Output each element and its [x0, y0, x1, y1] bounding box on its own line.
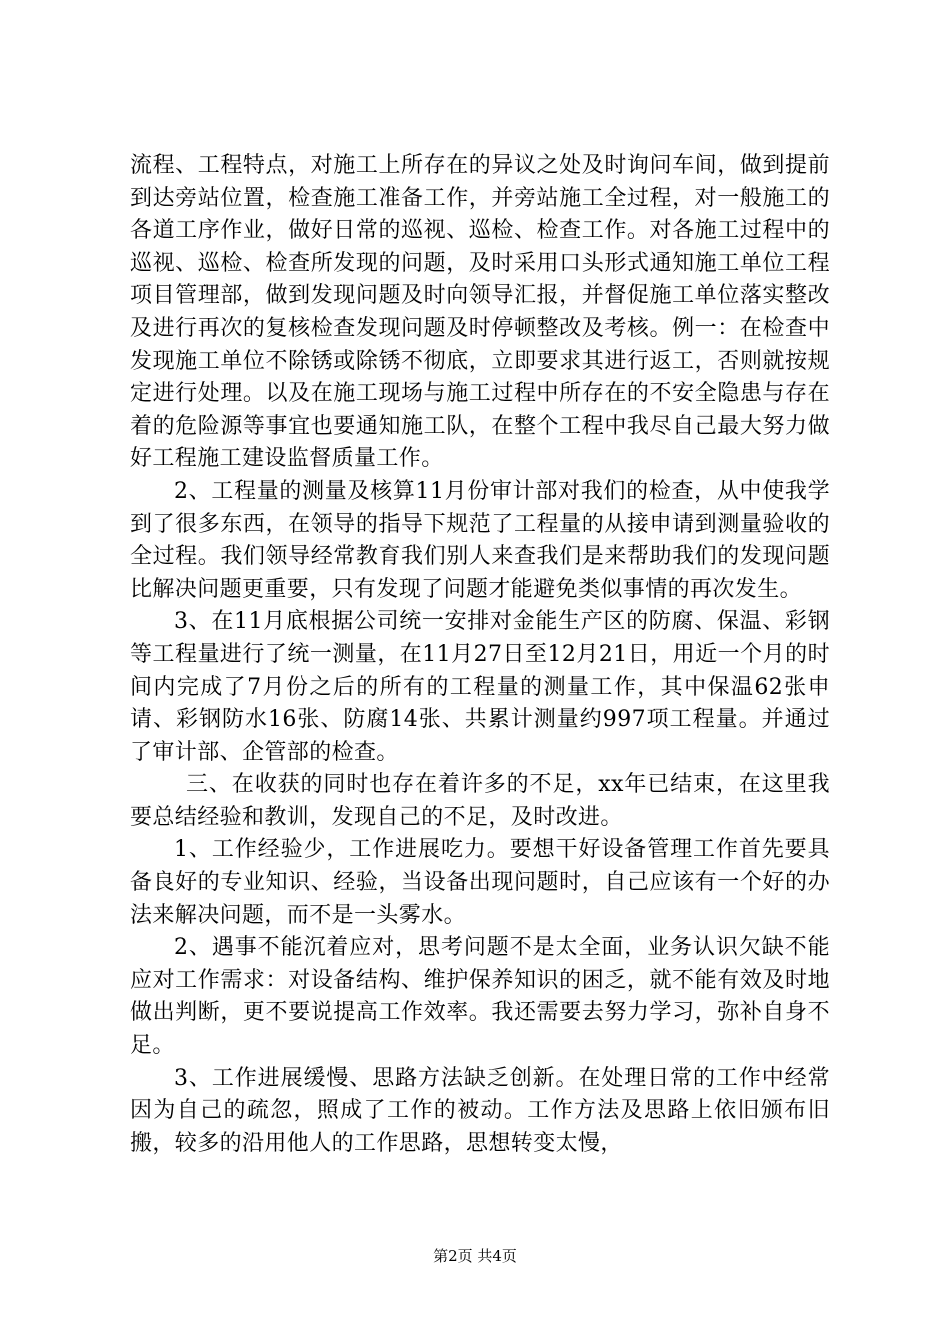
paragraph-shortcoming-3: 3、工作进展缓慢、思路方法缺乏创新。在处理日常的工作中经常因为自己的疏忽，照成了工作的被动。工作方法及思路上依旧颁布旧搬，较多的沿用他人的工作思路，思想转变太慢， — [130, 1065, 830, 1156]
document-body — [130, 150, 830, 1160]
paragraph-quantity-measurement: 2、工程量的测量及核算11月份审计部对我们的检查，从中使我学到了很多东西，在领导的指导下规范了工程量的从接申请到测量验收的全过程。我们领导经常教育我们别人来查我们是来帮助我们的发现问题比解决问题更重要，只有发现了问题才能避免类似事情的再次发生。 — [130, 478, 830, 602]
paragraph-unified-measurement: 3、在11月底根据公司统一安排对金能生产区的防腐、保温、彩钢等工程量进行了统一测量，在11月27日至12月21日，用近一个月的时间内完成了7月份之后的所有的工程量的测量工作，其中保温62张申请、彩钢防水16张、防腐14张、共累计测量约997项工程量。并通过了审计部、企管部的检查。 — [130, 609, 830, 765]
paragraph-continuation: 流程、工程特点，对施工上所存在的异议之处及时询问车间，做到提前到达旁站位置，检查施工准备工作，并旁站施工全过程，对一般施工的各道工序作业，做好日常的巡视、巡检、检查工作。对各施工过程中的巡视、巡检、检查所发现的问题，及时采用口头形式通知施工单位工程项目管理部，做到发现问题及时向领导汇报，并督促施工单位落实整改及进行再次的复核检查发现问题及时停顿整改及考核。例一：在检查中发现施工单位不除锈或除锈不彻底，立即要求其进行返工，否则就按规定进行处理。以及在施工现场与施工过程中所存在的不安全隐患与存在着的危险源等事宜也要通知施工队，在整个工程中我尽自己最大努力做好工程施工建设监督质量工作。 — [130, 153, 830, 472]
paragraph-shortcoming-2: 2、遇事不能沉着应对，思考问题不是太全面，业务认识欠缺不能应对工作需求：对设备结构、维护保养知识的困乏，就不能有效及时地做出判断，更不要说提高工作效率。我还需要去努力学习，弥补自身不足。 — [130, 935, 830, 1059]
paragraph-shortcomings-heading: 三、在收获的同时也存在着许多的不足，xx年已结束，在这里我要总结经验和教训，发现自己的不足，及时改进。 — [130, 772, 830, 830]
paragraph-shortcoming-1: 1、工作经验少，工作进展吃力。要想干好设备管理工作首先要具备良好的专业知识、经验，当设备出现问题时，自己应该有一个好的办法来解决问题，而不是一头雾水。 — [130, 837, 830, 928]
page-footer: 第2页 共4页 — [433, 1247, 517, 1265]
